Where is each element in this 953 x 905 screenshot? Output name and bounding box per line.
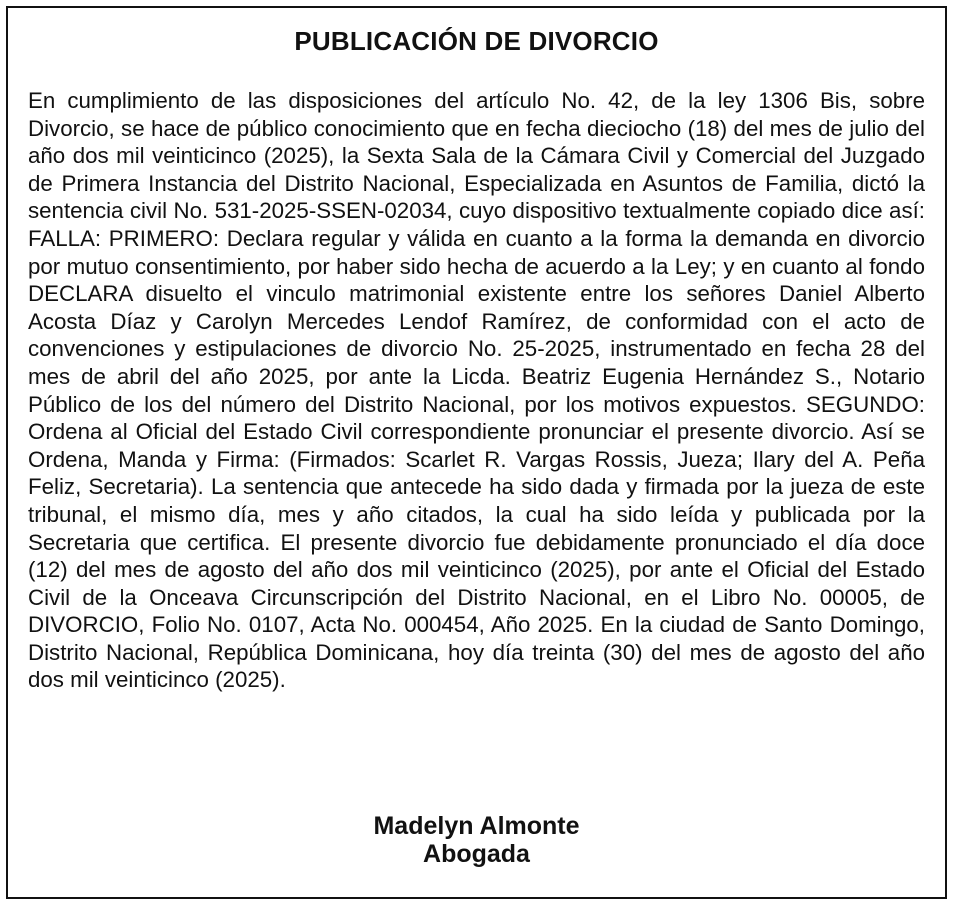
signature-role: Abogada <box>423 840 530 868</box>
signature-block <box>8 812 945 868</box>
notice-body: En cumplimiento de las disposiciones del artículo No. 42, de la ley 1306 Bis, sobre Divorcio, se hace de público conocimiento que en fecha dieciocho (18) del mes de julio del año dos mil veinticinco (2025), la Sexta Sala de la Cámara Civil y Comercial del Juzgado de Primera Instancia del Distrito Nacional, Especializada en Asuntos de Familia, dictó la sentencia civil No. 531-2025-SSEN-02034, cuyo dispositivo textualmente copiado dice así: FALLA: PRIMERO: Declara regular y válida en cuanto a la forma la demanda en divorcio por mutuo consentimiento, por haber sido hecha de acuerdo a la Ley; y en cuanto al fondo DECLARA disuelto el vinculo matrimonial existente entre los señores Daniel Alberto Acosta Díaz y Carolyn Mercedes Lendof Ramírez, de conformidad con el acto de convenciones y estipulaciones de divorcio No. 25-2025, instrumentado en fecha 28 del mes de abril del año 2025, por ante la Licda. Beatriz Eugenia Hernández S., Notario Público de los del número del Distrito Nacional, por los motivos expuestos. SEGUNDO: Ordena al Oficial del Estado Civil correspondiente pronunciar el presente divorcio. Así se Ordena, Manda y Firma: (Firmados: Scarlet R. Vargas Rossis, Jueza; Ilary del A. Peña Feliz, Secretaria). La sentencia que antecede ha sido dada y firmada por la jueza de este tribunal, el mismo día, mes y año citados, la cual ha sido leída y publicada por la Secretaria que certifica. El presente divorcio fue debidamente pronunciado el día doce (12) del mes de agosto del año dos mil veinticinco (2025), por ante el Oficial del Estado Civil de la Onceava Circunscripción del Distrito Nacional, en el Libro No. 00005, de DIVORCIO, Folio No. 0107, Acta No. 000454, Año 2025. En la ciudad de Santo Domingo, Distrito Nacional, República Dominicana, hoy día treinta (30) del mes de agosto del año dos mil veinticinco (2025). <box>28 88 925 693</box>
notice-frame <box>6 6 947 899</box>
notice-title: PUBLICACIÓN DE DIVORCIO <box>294 26 659 56</box>
signature-name: Madelyn Almonte <box>373 812 580 840</box>
